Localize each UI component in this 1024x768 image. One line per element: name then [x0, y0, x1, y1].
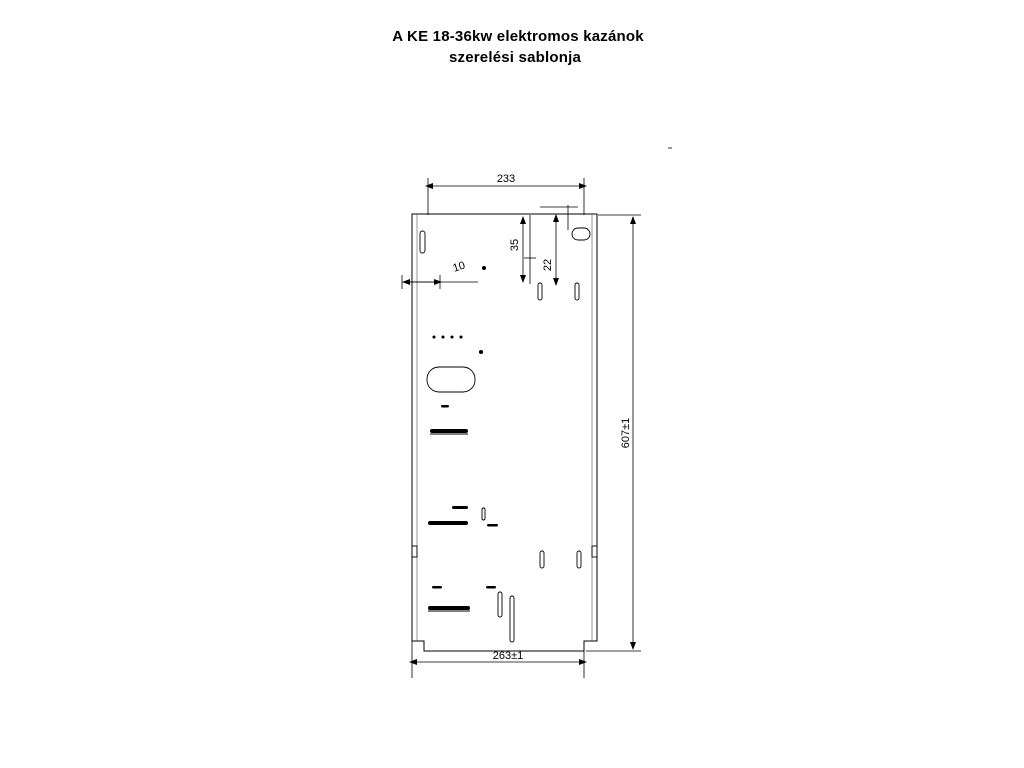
dimension-label-left-offset: 10: [451, 259, 467, 275]
dimension-label-inner-35: 35: [509, 238, 521, 252]
dimension-left-offset: [402, 275, 478, 289]
dimension-label-height: 607±1: [620, 417, 632, 449]
dimension-inner-22: [540, 205, 578, 285]
dimension-label-bottom-width: 263±1: [492, 650, 524, 662]
dimension-inner-35: [523, 215, 536, 284]
dimension-label-inner-22: 22: [542, 258, 554, 272]
dimension-label-top-width: 233: [496, 173, 516, 185]
dimension-height: [586, 215, 641, 651]
plate-fold-lines: [417, 214, 592, 641]
plate-cutouts: [412, 228, 597, 642]
title-line-2: szerelési sablonja: [448, 49, 581, 66]
title-line-1: A KE 18-36kw elektromos kazánok: [392, 28, 644, 45]
